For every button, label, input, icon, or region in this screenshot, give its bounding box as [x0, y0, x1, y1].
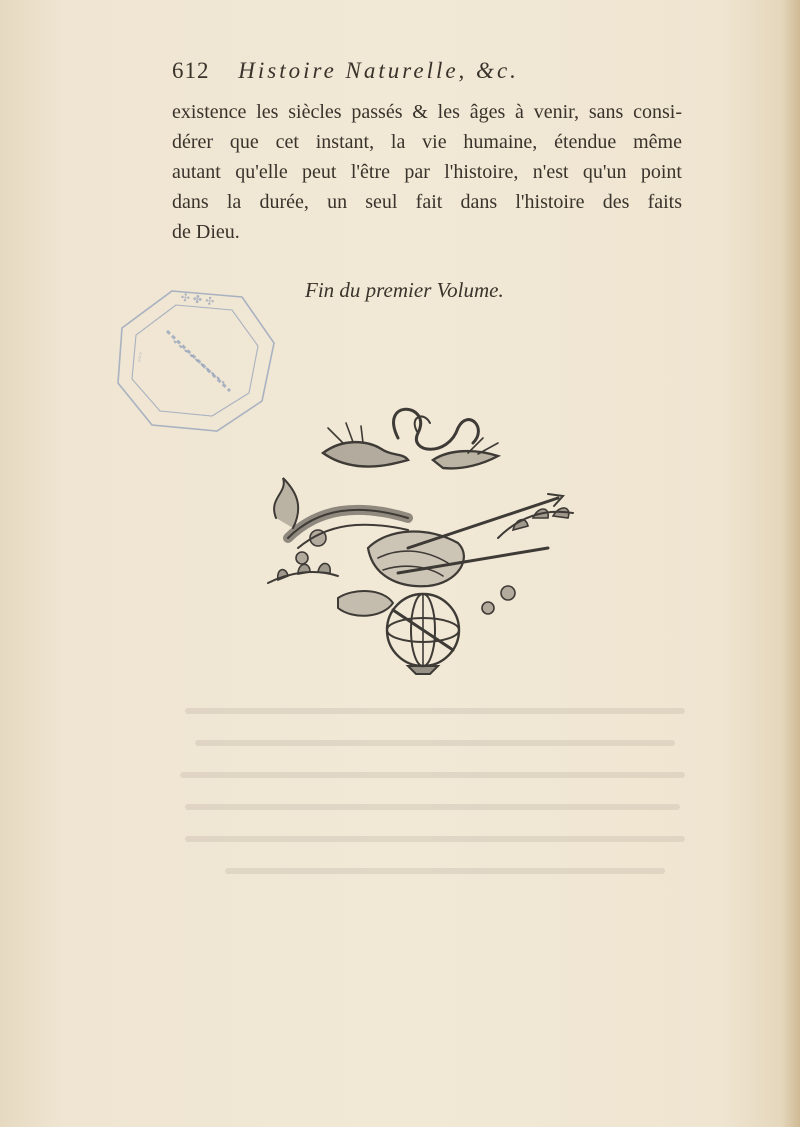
svg-text:✣ ✤ ✣: ✣ ✤ ✣	[179, 291, 215, 309]
body-paragraph	[172, 97, 682, 247]
page-edge-shadow	[782, 0, 800, 1127]
body-line: de Dieu.	[172, 221, 240, 243]
running-header	[172, 58, 652, 84]
page-number: 612	[172, 58, 210, 83]
svg-text:◦◦◦: ◦◦◦	[134, 351, 147, 364]
running-title: Histoire Naturelle, &c.	[238, 58, 519, 83]
body-line: existence les siècles passés & les âges à venir, sans consi-	[172, 101, 682, 123]
vignette-ornament-icon	[258, 398, 583, 678]
bleed-through-texture	[165, 700, 685, 900]
body-line: dans la durée, un seul fait dans l'histoire des faits	[172, 191, 682, 213]
library-stamp-icon	[112, 283, 282, 438]
body-line: autant qu'elle peut l'être par l'histoire, n'est qu'un point	[172, 161, 682, 183]
body-line: dérer que cet instant, la vie humaine, étendue même	[172, 131, 682, 153]
volume-end-note: Fin du premier Volume.	[305, 278, 504, 302]
